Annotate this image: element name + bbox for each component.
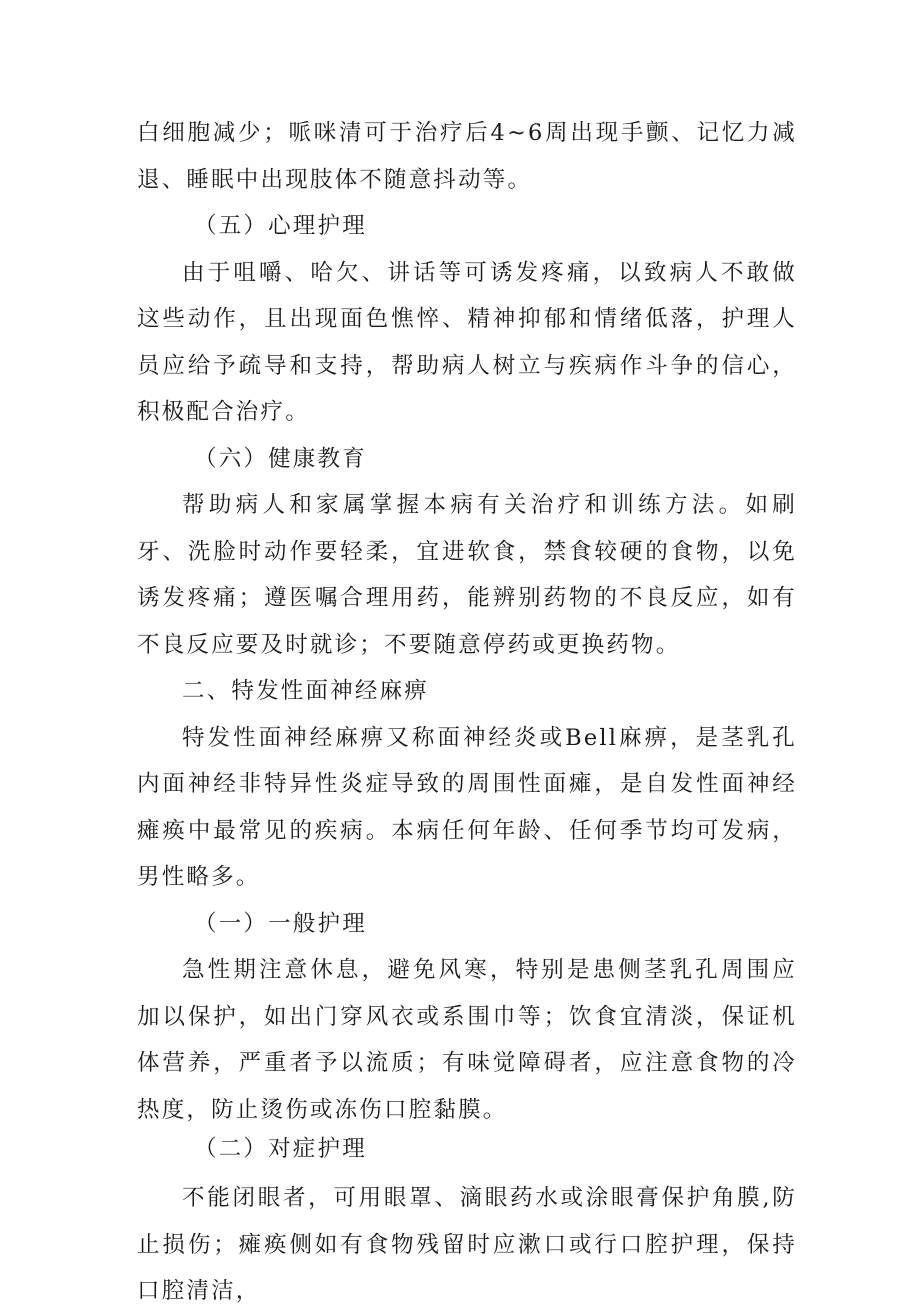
paragraph-health-education: 帮助病人和家属掌握本病有关治疗和训练方法。如刷牙、洗脸时动作要轻柔，宜进软食，禁食较硬的食物，以免诱发疼痛；遵医嘱合理用药，能辨别药物的不良反应，如有不良反应要及时就诊；不要随意停药或更换药物。 [137, 492, 797, 658]
paragraph-facial-paralysis-intro: 特发性面神经麻痹又称面神经炎或Bell麻痹，是茎乳孔内面神经非特异性炎症导致的周围性面瘫，是自发性面神经瘫痪中最常见的疾病。本病任何年龄、任何季节均可发病，男性略多。 [137, 724, 797, 890]
paragraph-side-effects: 白细胞减少；哌咪清可于治疗后4~6周出现手颤、记忆力减退、睡眠中出现肢体不随意抖动等。 [137, 120, 797, 193]
paragraph-symptomatic-care: 不能闭眼者，可用眼罩、滴眼药水或涂眼膏保护角膜,防止损伤；瘫痪侧如有食物残留时应漱口或行口腔护理，保持口腔清洁， [137, 1185, 797, 1304]
document-body [137, 110, 797, 1315]
heading-health-education: （六）健康教育 [194, 445, 367, 472]
heading-general-care: （一）一般护理 [194, 910, 367, 937]
heading-psychological-care: （五）心理护理 [194, 213, 367, 239]
paragraph-general-care: 急性期注意休息，避免风寒，特别是患侧茎乳孔周围应加以保护，如出门穿风衣或系围巾等；饮食宜清淡，保证机体营养，严重者予以流质；有味觉障碍者，应注意食物的冷热度，防止烫伤或冻伤口腔黏膜。 [137, 957, 797, 1123]
heading-facial-paralysis: 二、特发性面神经麻痹 [182, 678, 430, 704]
heading-symptomatic-care: （二）对症护理 [194, 1136, 367, 1162]
paragraph-psychological-care: 由于咀嚼、哈欠、讲话等可诱发疼痛，以致病人不敢做这些动作，且出现面色憔悴、精神抑郁和情绪低落，护理人员应给予疏导和支持，帮助病人树立与疾病作斗争的信心，积极配合治疗。 [137, 259, 797, 425]
